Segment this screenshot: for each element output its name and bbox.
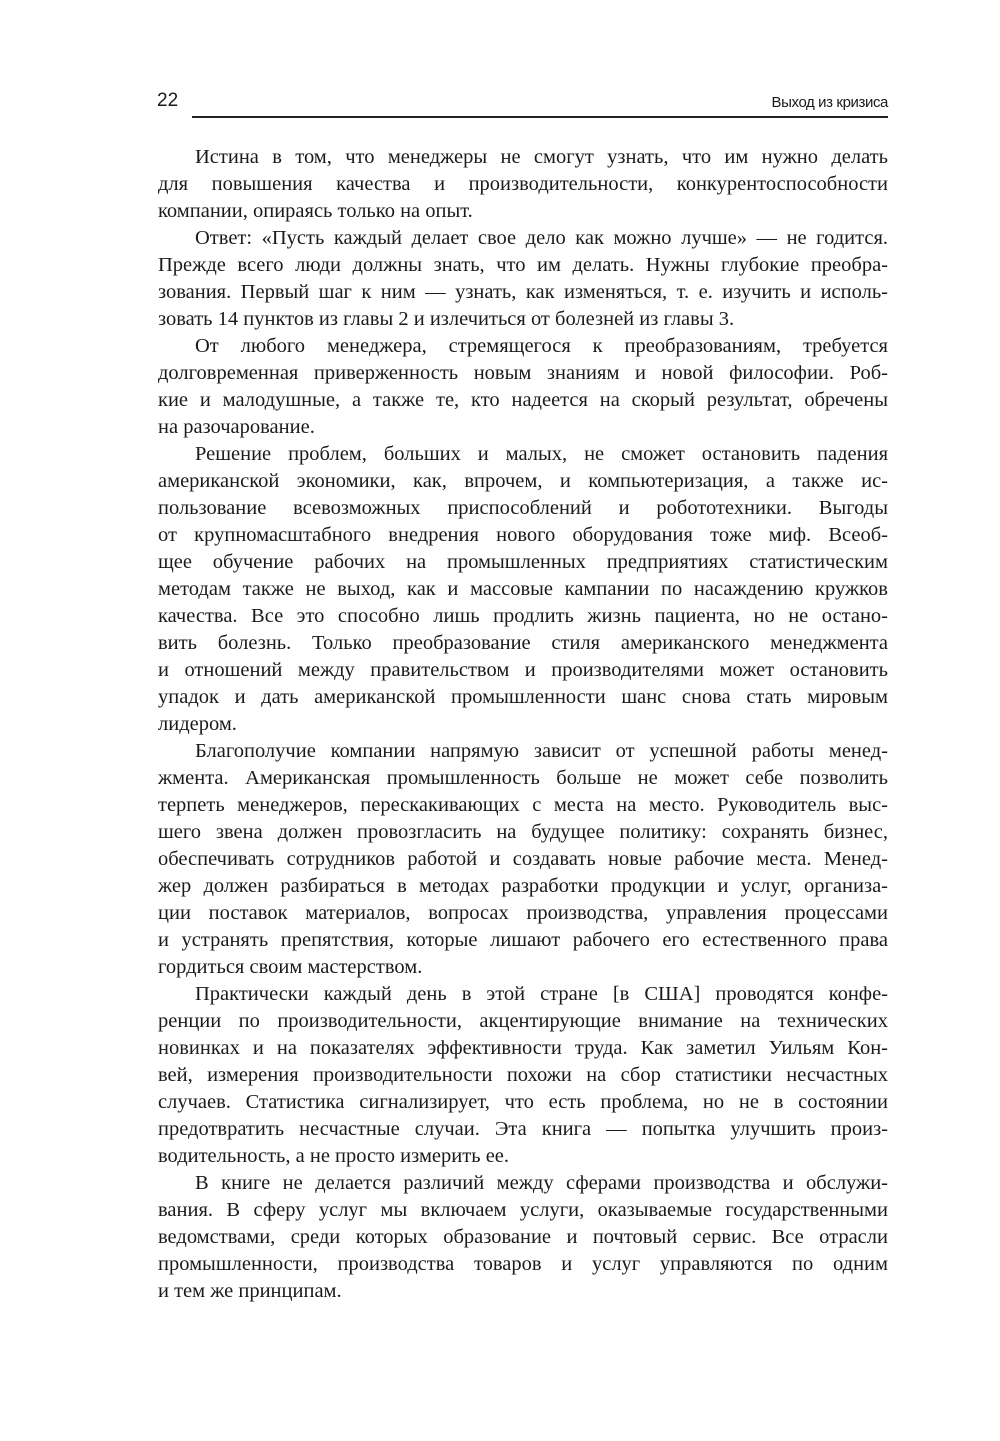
- text-line: обеспечивать сотрудников работой и создавать новые рабочие места. Менед-: [158, 848, 888, 870]
- text-line: случаев. Статистика сигнализирует, что есть проблема, но не в состоянии: [158, 1091, 888, 1113]
- text-line: пользование всевозможных приспособлений и робототехники. Выгоды: [158, 497, 888, 519]
- text-line: долговременная приверженность новым знаниям и новой философии. Роб-: [158, 362, 888, 384]
- text-line: шего звена должен провозгласить на будущее политику: сохранять бизнес,: [158, 821, 888, 843]
- text-line: на разочарование.: [158, 416, 315, 438]
- paragraph: [158, 1170, 888, 1305]
- text-line: качества. Все это способно лишь продлить жизнь пациента, но не остано-: [158, 605, 888, 627]
- page-number: 22: [157, 90, 179, 111]
- paragraph: [158, 333, 888, 441]
- text-line: вания. В сферу услуг мы включаем услуги, оказываемые государственными: [158, 1199, 888, 1221]
- text-line: гордиться своим мастерством.: [158, 956, 423, 978]
- text-line: вей, измерения производительности похожи на сбор статистики несчастных: [158, 1064, 888, 1086]
- text-line: щее обучение рабочих на промышленных предприятиях статистическим: [158, 551, 888, 573]
- text-line: Практически каждый день в этой стране [в США] проводятся конфе-: [195, 983, 888, 1005]
- text-line: жмента. Американская промышленность больше не может себе позволить: [158, 767, 888, 789]
- paragraph: [158, 738, 888, 981]
- text-line: водительность, а не просто измерить ее.: [158, 1145, 510, 1167]
- header-rule: [192, 116, 888, 118]
- text-line: Прежде всего люди должны знать, что им делать. Нужны глубокие преобра-: [158, 254, 888, 276]
- text-line: и отношений между правительством и производителями может остановить: [158, 659, 888, 681]
- text-line: зовать 14 пунктов из главы 2 и излечиться от болезней из главы 3.: [158, 308, 735, 330]
- text-line: Решение проблем, больших и малых, не сможет остановить падения: [195, 443, 888, 465]
- text-line: терпеть менеджеров, перескакивающих с места на место. Руководитель выс-: [158, 794, 888, 816]
- text-line: зования. Первый шаг к ним — узнать, как изменяться, т. е. изучить и исполь-: [158, 281, 888, 303]
- text-line: Благополучие компании напрямую зависит от успешной работы менед-: [195, 740, 888, 762]
- text-line: ренции по производительности, акцентирующие внимание на технических: [158, 1010, 888, 1032]
- text-line: от крупномасштабного внедрения нового оборудования тоже миф. Всеоб-: [158, 524, 888, 546]
- text-line: новинках и на показателях эффективности труда. Как заметил Уильям Кон-: [158, 1037, 888, 1059]
- text-line: упадок и дать американской промышленности шанс снова стать мировым: [158, 686, 888, 708]
- paragraph: [158, 441, 888, 738]
- text-line: предотвратить несчастные случаи. Эта книга — попытка улучшить произ-: [158, 1118, 888, 1140]
- text-line: От любого менеджера, стремящегося к преобразованиям, требуется: [195, 335, 888, 357]
- text-line: ведомствами, среди которых образование и почтовый сервис. Все отрасли: [158, 1226, 888, 1248]
- text-line: промышленности, производства товаров и услуг управляются по одним: [158, 1253, 888, 1275]
- running-title: Выход из кризиса: [771, 94, 888, 111]
- text-line: жер должен разбираться в методах разработки продукции и услуг, организа-: [158, 875, 888, 897]
- text-line: Истина в том, что менеджеры не смогут узнать, что им нужно делать: [195, 146, 888, 168]
- body-text: [158, 144, 888, 1305]
- paragraph: [158, 225, 888, 333]
- text-line: лидером.: [158, 713, 237, 735]
- text-line: ции поставок материалов, вопросах производства, управления процессами: [158, 902, 888, 924]
- text-line: Ответ: «Пусть каждый делает свое дело как можно лучше» — не годится.: [195, 227, 888, 249]
- text-line: кие и малодушные, а также те, кто надеется на скорый результат, обречены: [158, 389, 888, 411]
- text-line: для повышения качества и производительности, конкурентоспособности: [158, 173, 888, 195]
- paragraph: [158, 144, 888, 225]
- text-line: методам также не выход, как и массовые кампании по насаждению кружков: [158, 578, 888, 600]
- text-line: вить болезнь. Только преобразование стиля американского менеджмента: [158, 632, 888, 654]
- text-line: и устранять препятствия, которые лишают рабочего его естественного права: [158, 929, 888, 951]
- text-line: американской экономики, как, впрочем, и компьютеризация, а также ис-: [158, 470, 888, 492]
- text-line: В книге не делается различий между сферами производства и обслужи-: [195, 1172, 888, 1194]
- text-line: и тем же принципам.: [158, 1280, 342, 1302]
- paragraph: [158, 981, 888, 1170]
- text-line: компании, опираясь только на опыт.: [158, 200, 473, 222]
